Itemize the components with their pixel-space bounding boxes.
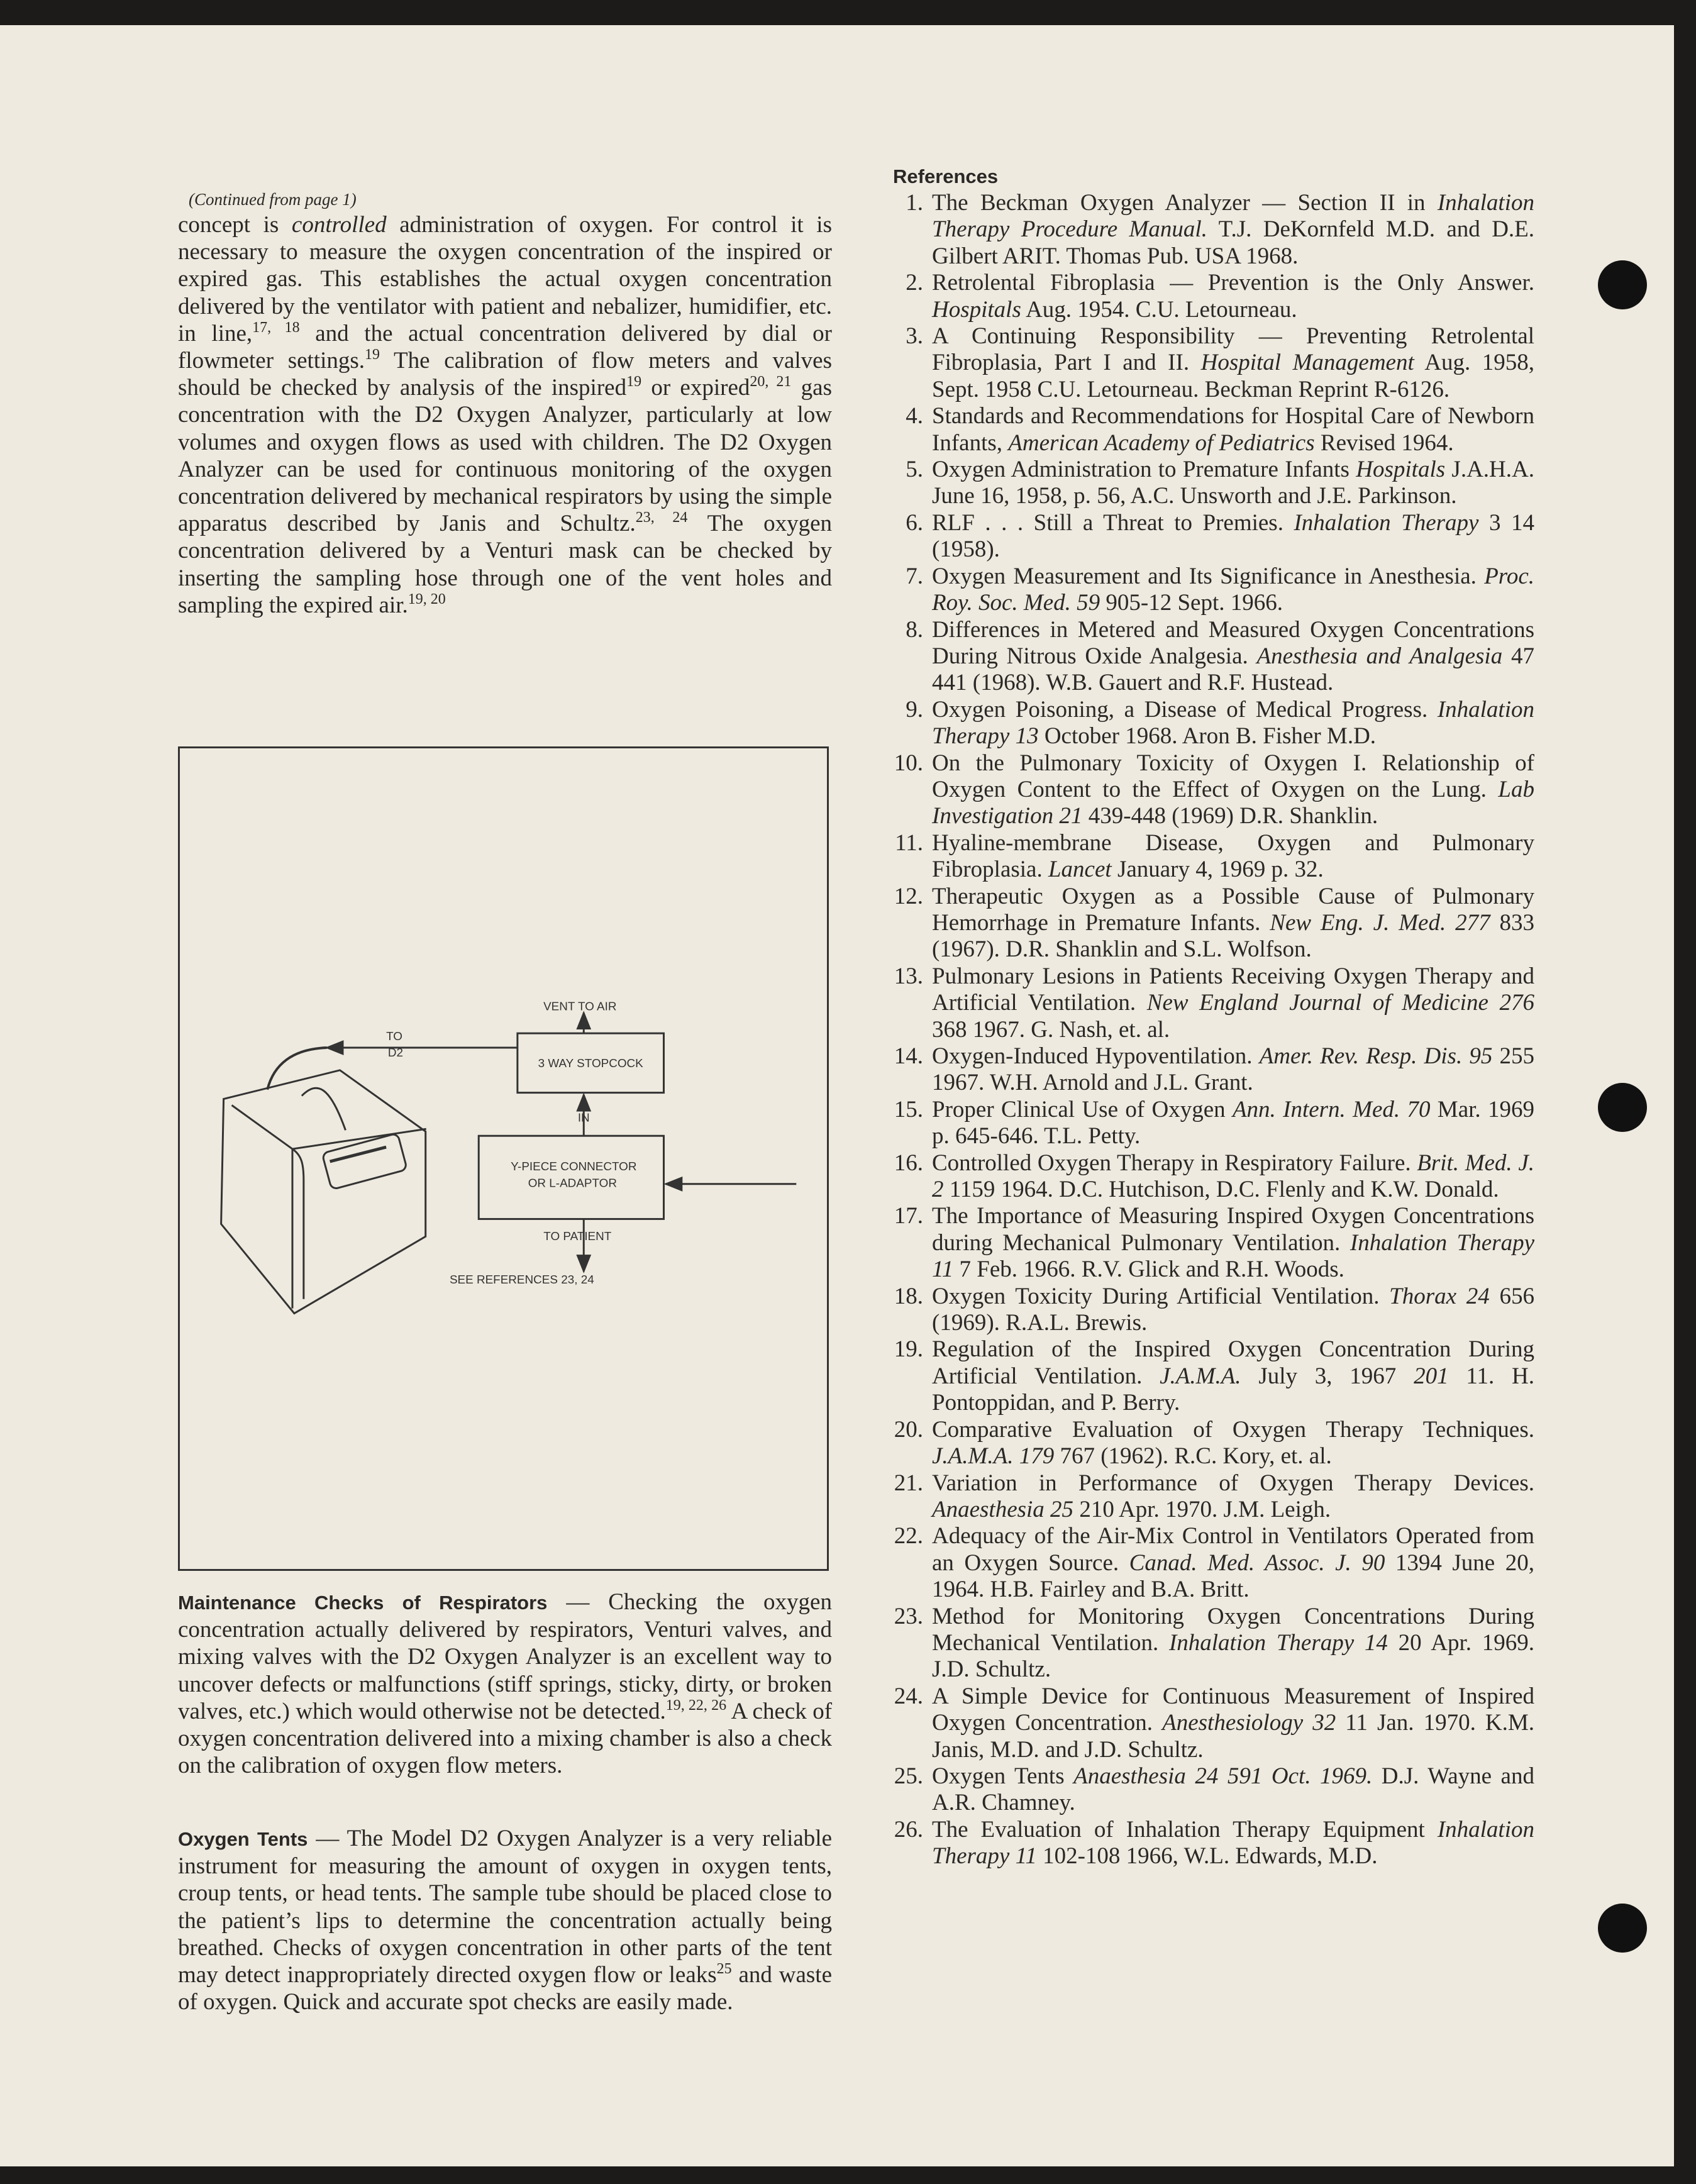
reference-text bbox=[932, 963, 1534, 1043]
text-run: 1159 1964. D.C. Hutchison, D.C. Flenly and K.W. Donald. bbox=[943, 1177, 1499, 1203]
reference-text bbox=[932, 750, 1534, 830]
reference-text bbox=[932, 1203, 1534, 1283]
citation-superscript: 23, 24 bbox=[635, 509, 688, 526]
reference-number: 12. bbox=[894, 883, 923, 909]
text-run: A Continuing Responsibility — Preventing Retrolental Fibroplasia, Part I and II. bbox=[932, 323, 1534, 376]
reference-text bbox=[932, 190, 1534, 270]
section-heading: Oxygen Tents bbox=[178, 1828, 308, 1850]
italic-text: Canad. Med. Assoc. J. 90 bbox=[1129, 1549, 1385, 1576]
text-run: Oxygen Administration to Premature Infants bbox=[932, 457, 1356, 483]
text-run: 767 (1962). R.C. Kory, et. al. bbox=[1054, 1443, 1332, 1470]
text-run: and waste of oxygen. Quick and accurate spot checks are easily made. bbox=[178, 1962, 832, 2015]
italic-text: Proc. Roy. Soc. Med. 59 bbox=[932, 563, 1534, 616]
italic-text: Ann. Intern. Med. 70 bbox=[1232, 1096, 1431, 1122]
reference-text bbox=[932, 510, 1534, 563]
text-run: Oxygen Tents bbox=[932, 1763, 1074, 1789]
text-run: A check of oxygen concentration delivered into a mixing chamber is also a check on the calibration of oxygen flow meters. bbox=[178, 1698, 833, 1779]
text-run: and the actual concentration delivered by dial or flowmeter settings. bbox=[178, 320, 833, 374]
text-run: The Beckman Oxygen Analyzer — Section II in bbox=[932, 190, 1438, 216]
reference-item bbox=[887, 403, 1534, 457]
text-run: The calibration of flow meters and valves should be checked by analysis of the inspired bbox=[178, 348, 832, 401]
reference-item bbox=[887, 1817, 1534, 1870]
text-run: 11. H. Pontoppidan, and P. Berry. bbox=[932, 1363, 1534, 1416]
reference-number: 5. bbox=[906, 457, 923, 483]
to-patient-label: TO PATIENT bbox=[543, 1230, 612, 1244]
references-section bbox=[887, 162, 1534, 1870]
text-run: Oxygen Toxicity During Artificial Ventilation. bbox=[932, 1283, 1390, 1309]
text-run: Adequacy of the Air-Mix Control in Ventilators Operated from an Oxygen Source. bbox=[932, 1523, 1534, 1576]
reference-number: 25. bbox=[894, 1763, 923, 1789]
text-run: Aug. 1954. C.U. Letourneau. bbox=[1021, 296, 1297, 323]
apparatus-diagram bbox=[178, 746, 829, 1571]
text-run: concept is bbox=[178, 212, 292, 238]
citation-superscript: 17, 18 bbox=[252, 319, 300, 336]
reference-text bbox=[932, 270, 1534, 323]
reference-text bbox=[932, 1043, 1534, 1097]
reference-number: 20. bbox=[894, 1416, 923, 1443]
reference-text bbox=[932, 457, 1534, 510]
text-run: 905-12 Sept. 1966. bbox=[1100, 590, 1283, 616]
text-run: January 4, 1969 p. 32. bbox=[1111, 856, 1324, 883]
text-run: T.J. DeKornfeld M.D. and D.E. Gilbert ARIT. Thomas Pub. USA 1968. bbox=[932, 216, 1535, 269]
text-run: Comparative Evaluation of Oxygen Therapy Techniques. bbox=[932, 1416, 1534, 1443]
reference-number: 8. bbox=[906, 616, 923, 643]
text-run: Therapeutic Oxygen as a Possible Cause of Pulmonary Hemorrhage in Premature Infants. bbox=[932, 883, 1534, 936]
reference-number: 11. bbox=[895, 829, 923, 856]
italic-text: Inhalation Therapy 13 bbox=[932, 696, 1534, 750]
reference-item bbox=[887, 1336, 1534, 1416]
reference-number: 13. bbox=[894, 963, 923, 989]
text-run: 3 14 (1958). bbox=[932, 509, 1534, 563]
italic-text: 201 bbox=[1414, 1363, 1449, 1389]
reference-item bbox=[887, 750, 1534, 830]
text-run: The Evaluation of Inhalation Therapy Equipment bbox=[932, 1816, 1438, 1843]
reference-item bbox=[887, 510, 1534, 563]
reference-number: 7. bbox=[906, 563, 923, 589]
text-run: 20 Apr. 1969. J.D. Schultz. bbox=[932, 1629, 1534, 1683]
section-heading: Maintenance Checks of Respirators bbox=[178, 1592, 548, 1614]
text-run: Standards and Recommendations for Hospital Care of Newborn Infants, bbox=[932, 403, 1534, 456]
references-heading: References bbox=[893, 165, 999, 187]
text-run: 255 1967. W.H. Arnold and J.L. Grant. bbox=[932, 1043, 1534, 1096]
reference-text bbox=[932, 1336, 1534, 1416]
reference-text bbox=[932, 1523, 1534, 1603]
italic-text: Anaesthesia 25 bbox=[932, 1496, 1074, 1522]
italic-text: Lancet bbox=[1048, 856, 1112, 883]
citation-superscript: 25 bbox=[716, 1961, 732, 1978]
reference-text bbox=[932, 1763, 1534, 1817]
italic-text: controlled bbox=[291, 212, 387, 238]
intro-paragraph bbox=[178, 211, 832, 619]
reference-text bbox=[932, 1604, 1534, 1683]
italic-text: Amer. Rev. Resp. Dis. 95 bbox=[1259, 1043, 1493, 1069]
vent-to-air-label: VENT TO AIR bbox=[543, 1000, 617, 1014]
text-run: Oxygen Poisoning, a Disease of Medical Progress. bbox=[932, 696, 1438, 723]
reference-item bbox=[887, 1604, 1534, 1683]
reference-number: 6. bbox=[906, 509, 923, 536]
text-run: Regulation of the Inspired Oxygen Concentration During Artificial Ventilation. bbox=[932, 1336, 1534, 1389]
citation-superscript: 19, 22, 26 bbox=[665, 1697, 727, 1714]
reference-item bbox=[887, 323, 1534, 403]
reference-number: 1. bbox=[906, 190, 923, 216]
reference-text bbox=[932, 697, 1534, 750]
reference-item bbox=[887, 617, 1534, 697]
reference-item bbox=[887, 563, 1534, 617]
reference-item bbox=[887, 270, 1534, 323]
text-run: 368 1967. G. Nash, et. al. bbox=[932, 1016, 1170, 1043]
document-page bbox=[0, 25, 1674, 2166]
text-run: Variation in Performance of Oxygen Therapy Devices. bbox=[932, 1470, 1534, 1496]
reference-number: 21. bbox=[894, 1470, 923, 1496]
italic-text: J.A.M.A. bbox=[1160, 1363, 1241, 1389]
reference-item bbox=[887, 697, 1534, 750]
italic-text: Thorax 24 bbox=[1389, 1283, 1490, 1309]
maintenance-paragraph bbox=[178, 1588, 832, 1779]
reference-number: 19. bbox=[894, 1336, 923, 1363]
reference-text bbox=[932, 830, 1534, 884]
text-run: The Importance of Measuring Inspired Oxygen Concentrations during Mechanical Pulmonary Ventilation. bbox=[932, 1203, 1534, 1256]
reference-number: 23. bbox=[894, 1603, 923, 1629]
text-run: Oxygen Measurement and Its Significance in Anesthesia. bbox=[932, 563, 1485, 589]
italic-text: Inhalation Therapy Procedure Manual. bbox=[932, 190, 1534, 243]
reference-text bbox=[932, 1817, 1534, 1870]
text-run: 7 Feb. 1966. R.V. Glick and R.H. Woods. bbox=[953, 1256, 1344, 1283]
text-run: administration of oxygen. For control it is necessary to measure the oxygen concentration of the inspired or expired gas. This establishes the actual oxygen concentration delivered by the ventilator with patient and nebalizer, humidifier, etc. in line, bbox=[178, 212, 832, 346]
text-run: Proper Clinical Use of Oxygen bbox=[932, 1096, 1233, 1122]
reference-number: 3. bbox=[906, 323, 923, 350]
text-run: 833 (1967). D.R. Shanklin and S.L. Wolfson. bbox=[932, 909, 1535, 963]
reference-number: 22. bbox=[894, 1523, 923, 1549]
reference-item bbox=[887, 963, 1534, 1043]
reference-item bbox=[887, 1283, 1534, 1337]
reference-number: 24. bbox=[894, 1683, 923, 1709]
reference-item bbox=[887, 190, 1534, 270]
text-run: RLF . . . Still a Threat to Premies. bbox=[932, 509, 1294, 536]
text-run: On the Pulmonary Toxicity of Oxygen I. Relationship of Oxygen Content to the Effect of Oxygen on the Lung. bbox=[932, 750, 1534, 802]
reference-item bbox=[887, 1523, 1534, 1603]
reference-number: 26. bbox=[894, 1816, 923, 1843]
reference-item bbox=[887, 1763, 1534, 1817]
reference-text bbox=[932, 1470, 1534, 1524]
diagram-svg bbox=[180, 748, 827, 1569]
reference-text bbox=[932, 1150, 1534, 1204]
reference-item bbox=[887, 1203, 1534, 1283]
citation-superscript: 19, 20 bbox=[407, 590, 446, 607]
text-run: Method for Monitoring Oxygen Concentrations During Mechanical Ventilation. bbox=[932, 1603, 1534, 1656]
text-run: — Checking the oxygen concentration actually delivered by respirators, Venturi valves, and mixing valves with the D2 Oxygen Analyzer is an excellent way to uncover defects or malfunctions (stiff springs, sticky, dirty, or broken valves, etc.) which would otherwise not be detected. bbox=[178, 1589, 832, 1724]
text-run: 1394 June 20, 1964. H.B. Fairley and B.A. Britt. bbox=[932, 1549, 1535, 1603]
text-run: Pulmonary Lesions in Patients Receiving Oxygen Therapy and Artificial Ventilation. bbox=[932, 963, 1534, 1016]
text-run: Differences in Metered and Measured Oxygen Concentrations During Nitrous Oxide Analgesia. bbox=[932, 616, 1534, 669]
text-run: Aug. 1958, Sept. 1958 C.U. Letourneau. Beckman Reprint R-6126. bbox=[932, 350, 1534, 402]
italic-text: Brit. Med. J. 2 bbox=[932, 1150, 1534, 1203]
text-run: The oxygen concentration delivered by a Venturi mask can be checked by inserting the sampling hose through one of the vent holes and sampling the expired air. bbox=[178, 511, 832, 618]
text-run: or expired bbox=[641, 375, 750, 401]
italic-text: New Eng. J. Med. 277 bbox=[1270, 909, 1490, 936]
italic-text: Inhalation Therapy 14 bbox=[1168, 1629, 1388, 1656]
oxygen-tents-paragraph bbox=[178, 1825, 832, 2015]
italic-text: J.A.M.A. 179 bbox=[932, 1443, 1055, 1470]
text-run: Oxygen-Induced Hypoventilation. bbox=[932, 1043, 1260, 1069]
reference-item bbox=[887, 884, 1534, 963]
text-run: Revised 1964. bbox=[1314, 430, 1454, 456]
d2-label: D2 bbox=[387, 1046, 404, 1060]
italic-text: Anaesthesia 24 591 Oct. 1969. bbox=[1073, 1763, 1373, 1789]
reference-item bbox=[887, 1097, 1534, 1150]
in-label: IN bbox=[577, 1111, 590, 1125]
text-run: July 3, 1967 bbox=[1241, 1363, 1414, 1389]
italic-text: Hospital Management bbox=[1200, 350, 1414, 376]
punch-hole bbox=[1598, 1083, 1647, 1132]
reference-item bbox=[887, 1417, 1534, 1470]
italic-text: Anesthesia and Analgesia bbox=[1256, 643, 1503, 669]
ypiece-label-1: Y-PIECE CONNECTOR bbox=[511, 1160, 637, 1173]
references-list bbox=[887, 190, 1534, 1870]
citation-superscript: 19 bbox=[365, 346, 380, 363]
reference-item bbox=[887, 1150, 1534, 1204]
reference-item bbox=[887, 1043, 1534, 1097]
reference-item bbox=[887, 457, 1534, 510]
reference-number: 9. bbox=[906, 696, 923, 723]
citation-superscript: 20, 21 bbox=[750, 374, 792, 391]
text-run: Hyaline-membrane Disease, Oxygen and Pulmonary Fibroplasia. bbox=[932, 829, 1534, 883]
text-run: Controlled Oxygen Therapy in Respiratory Failure. bbox=[932, 1150, 1417, 1176]
to-label: TO bbox=[386, 1030, 402, 1044]
reference-text bbox=[932, 1683, 1534, 1763]
reference-number: 15. bbox=[894, 1096, 923, 1122]
text-run: 439-448 (1969) D.R. Shanklin. bbox=[1082, 803, 1378, 829]
text-run: — The Model D2 Oxygen Analyzer is a very reliable instrument for measuring the amount of oxygen in oxygen tents, croup tents, or head tents. The sample tube should be placed close to the patient’s lips to determine the concentration actually being breathed. Checks of oxygen concentration in other parts of the tent may detect inappropriately directed oxygen flow or leaks bbox=[178, 1826, 833, 1988]
reference-text bbox=[932, 1283, 1534, 1337]
ypiece-label-2: OR L-ADAPTOR bbox=[528, 1177, 617, 1190]
italic-text: New England Journal of Medicine 276 bbox=[1146, 990, 1534, 1016]
reference-number: 10. bbox=[894, 750, 923, 776]
reference-text bbox=[932, 403, 1534, 457]
text-run: 47 441 (1968). W.B. Gauert and R.F. Hustead. bbox=[932, 643, 1534, 696]
reference-number: 14. bbox=[894, 1043, 923, 1069]
text-run: 656 (1969). R.A.L. Brewis. bbox=[932, 1283, 1534, 1336]
reference-number: 16. bbox=[894, 1150, 923, 1176]
reference-number: 4. bbox=[906, 403, 923, 430]
reference-item bbox=[887, 1470, 1534, 1524]
reference-number: 18. bbox=[894, 1283, 923, 1309]
reference-text bbox=[932, 1097, 1534, 1150]
text-run: October 1968. Aron B. Fisher M.D. bbox=[1038, 723, 1377, 750]
text-run: gas concentration with the D2 Oxygen Analyzer, particularly at low volumes and oxygen flows as used with children. The D2 Oxygen Analyzer can be used for continuous monitoring of the oxygen concentration delivered by mechanical respirators by using the simple apparatus described by Janis and Schultz. bbox=[178, 375, 832, 537]
oxygen-analyzer-device bbox=[221, 1070, 426, 1314]
see-references-label: SEE REFERENCES 23, 24 bbox=[449, 1273, 594, 1287]
reference-text bbox=[932, 617, 1534, 697]
text-run: Retrolental Fibroplasia — Prevention is the Only Answer. bbox=[932, 270, 1534, 296]
reference-number: 17. bbox=[894, 1203, 923, 1229]
italic-text: Lab Investigation 21 bbox=[932, 776, 1534, 829]
reference-item bbox=[887, 830, 1534, 884]
reference-text bbox=[932, 1417, 1534, 1470]
text-run: 102-108 1966, W.L. Edwards, M.D. bbox=[1036, 1843, 1378, 1870]
reference-item bbox=[887, 1683, 1534, 1763]
text-run: Mar. 1969 p. 645-646. T.L. Petty. bbox=[932, 1096, 1534, 1150]
italic-text: Hospitals bbox=[1356, 457, 1446, 483]
italic-text: American Academy of Pediatrics bbox=[1008, 430, 1315, 456]
citation-superscript: 19 bbox=[626, 374, 642, 391]
reference-text bbox=[932, 563, 1534, 617]
italic-text: Hospitals bbox=[932, 296, 1021, 323]
punch-hole bbox=[1598, 1904, 1647, 1953]
reference-number: 2. bbox=[906, 270, 923, 296]
italic-text: Inhalation Therapy bbox=[1294, 509, 1479, 536]
text-run: J.A.H.A. June 16, 1958, p. 56, A.C. Unsworth and J.E. Parkinson. bbox=[932, 457, 1534, 509]
italic-text: Inhalation Therapy 11 bbox=[932, 1816, 1534, 1870]
text-run: 210 Apr. 1970. J.M. Leigh. bbox=[1073, 1496, 1331, 1522]
reference-text bbox=[932, 884, 1534, 963]
text-run: 11 Jan. 1970. K.M. Janis, M.D. and J.D. Schultz. bbox=[932, 1710, 1535, 1763]
italic-text: Inhalation Therapy 11 bbox=[932, 1229, 1535, 1283]
text-run: D.J. Wayne and A.R. Chamney. bbox=[932, 1763, 1534, 1816]
reference-text bbox=[932, 323, 1534, 403]
stopcock-label: 3 WAY STOPCOCK bbox=[538, 1056, 643, 1070]
punch-hole bbox=[1598, 260, 1647, 309]
text-run: A Simple Device for Continuous Measurement of Inspired Oxygen Concentration. bbox=[932, 1683, 1534, 1736]
continued-note: (Continued from page 1) bbox=[189, 190, 357, 209]
italic-text: Anesthesiology 32 bbox=[1162, 1710, 1336, 1736]
